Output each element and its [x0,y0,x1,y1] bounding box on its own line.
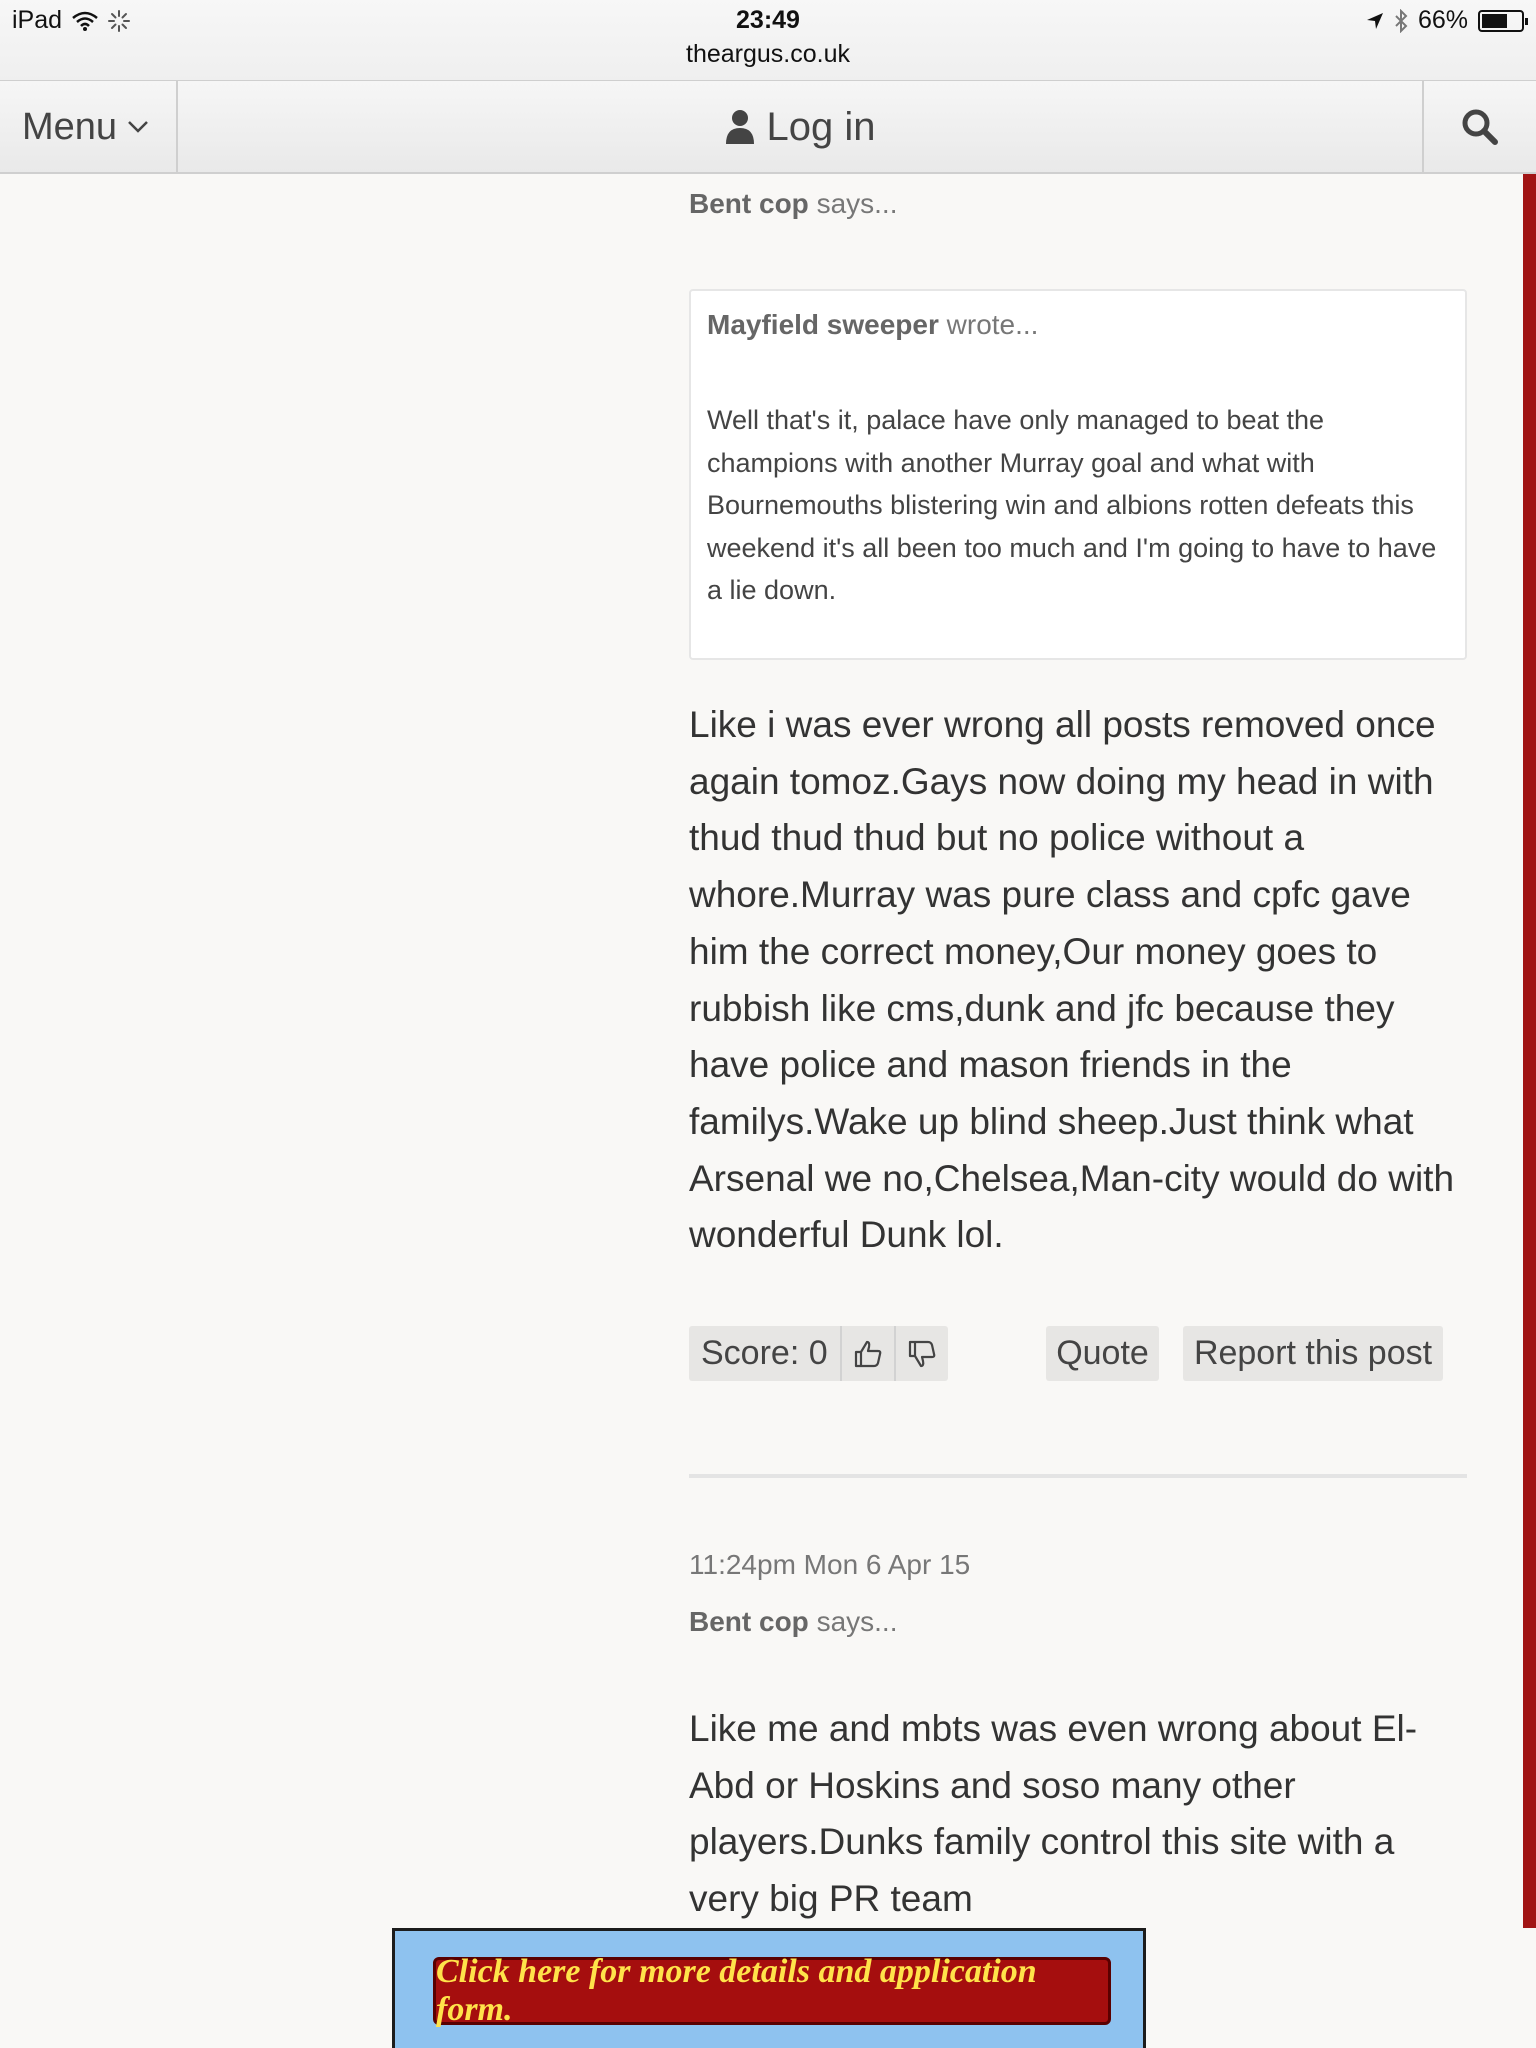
score-label: Score: 0 [701,1334,828,1372]
clock: 23:49 [736,6,800,34]
user-icon [725,109,755,145]
bluetooth-icon [1394,9,1408,33]
quote-author[interactable]: Mayfield sweeper [707,309,939,340]
comment-divider [689,1474,1467,1478]
menu-button[interactable] [0,81,178,173]
search-button[interactable] [1422,81,1536,173]
url-bar[interactable]: theargus.co.uk [686,40,850,68]
search-icon [1461,108,1499,146]
thumbs-up-button[interactable] [840,1326,894,1381]
status-bar [0,0,1536,80]
thumbs-up-icon [853,1339,883,1369]
menu-label: Menu [22,105,118,148]
quote-button[interactable]: Quote [1046,1326,1159,1381]
battery-percent: 66% [1417,6,1468,34]
quote-author-line [707,309,1451,341]
thumbs-down-button[interactable] [894,1326,948,1381]
says-label: says... [816,188,898,219]
login-label: Log in [766,104,876,149]
comment-author[interactable]: Bent cop [689,1606,809,1637]
ad-cta-button[interactable]: Click here for more details and application form. [433,1957,1111,2025]
says-label: says... [816,1606,898,1637]
comment-author-line [689,188,897,220]
comment-body: Like me and mbts was even wrong about El-Abd or Hoskins and soso many other players.Dunks family control this site with a very big PR team [689,1708,1418,1920]
battery-level [1482,14,1507,28]
comment-author-line [689,1606,897,1638]
site-navbar [0,80,1536,174]
quoted-comment [689,289,1467,660]
ad-banner[interactable] [392,1928,1146,2048]
comment-timestamp: 11:24pm Mon 6 Apr 15 [689,1549,971,1580]
status-right [1366,6,1524,35]
battery-icon [1478,10,1524,32]
page-edge-accent [1523,174,1536,1928]
comment-body: Like i was ever wrong all posts removed once again tomoz.Gays now doing my head in with thud thud thud but no police without a whore.Murray was pure class and cpfc gave him the correct money,Our money goes to rubbish like cms,dunk and jfc because they have police and mason friends in the familys.Wake up blind sheep.Just think what Arsenal we no,Chelsea,Man-city would do with wonderful Dunk lol. [689,704,1455,1256]
thumbs-down-icon [907,1339,937,1369]
report-post-button[interactable]: Report this post [1183,1326,1443,1381]
wrote-label: wrote... [946,309,1039,340]
comment-author[interactable]: Bent cop [689,188,809,219]
location-arrow-icon [1366,12,1384,30]
score-widget [689,1326,948,1381]
chevron-down-icon [127,120,149,134]
login-button[interactable] [178,81,1422,173]
quote-text: Well that's it, palace have only managed to beat the champions with another Murray goal and what with Bournemouths blistering win and albions rotten defeats this weekend it's all been too much and I'm going to have to have a lie down. [707,405,1437,605]
device-name: iPad [12,6,63,34]
